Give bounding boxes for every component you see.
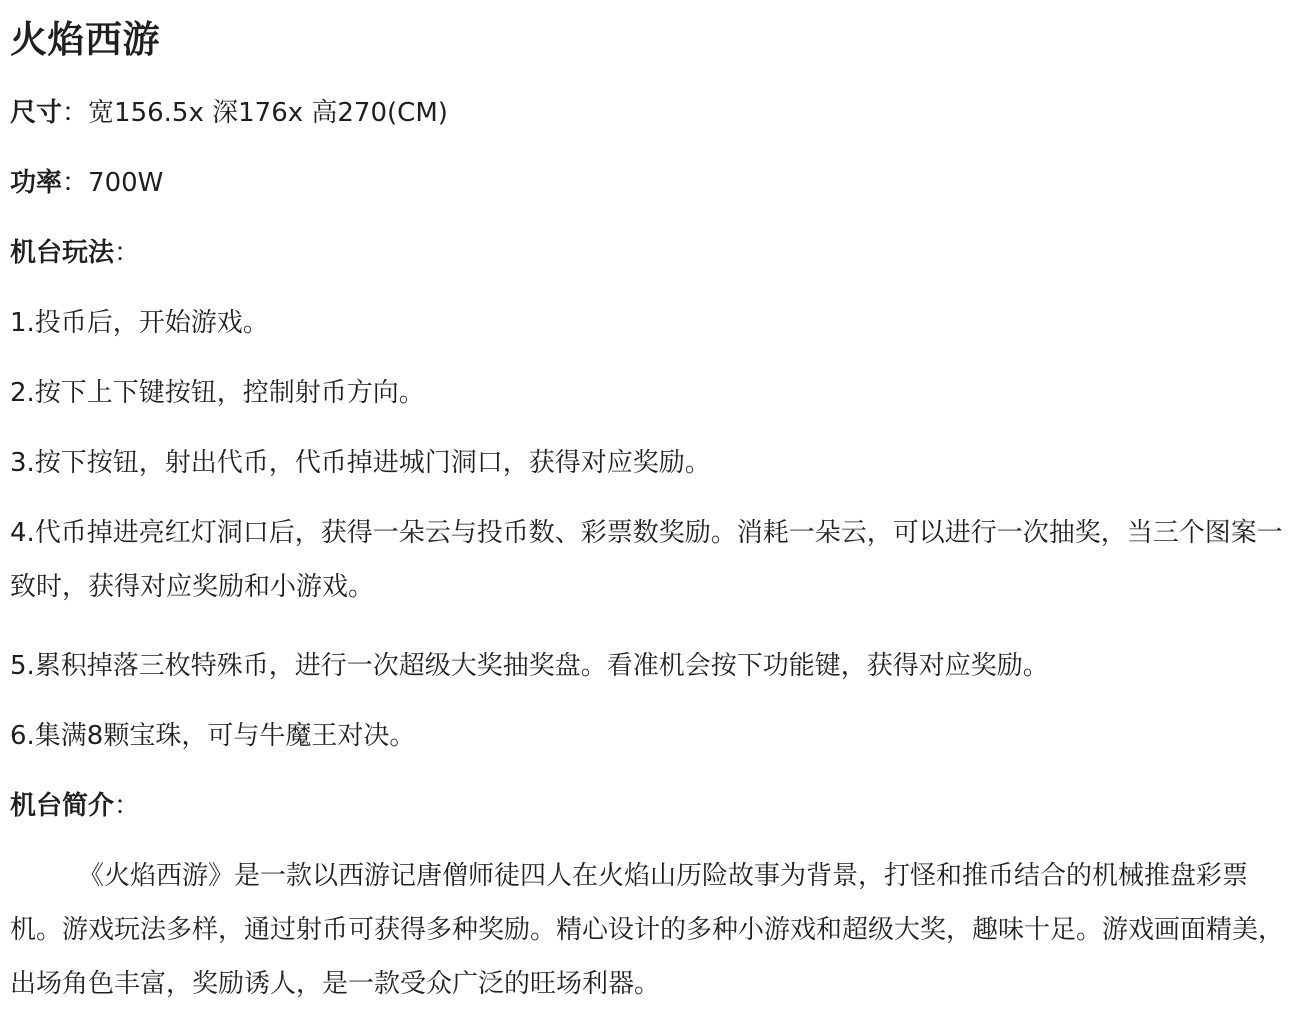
intro-label: 机台简介 [10,791,115,821]
size-value: 宽156.5x 深176x 高270(CM) [88,98,448,128]
gameplay-step-6: 6.集满8颗宝珠，可与牛魔王对决。 [10,721,416,751]
size-label: 尺寸 [10,98,63,128]
page-title: 火焰西游 [10,18,160,61]
power-label: 功率 [10,168,63,198]
size-spec [10,95,1298,131]
gameplay-separator: ： [114,238,141,268]
power-value: 700W [88,168,164,198]
gameplay-step-1: 1.投币后，开始游戏。 [10,308,269,338]
intro-text: 《火焰西游》是一款以西游记唐僧师徒四人在火焰山历险故事为背景，打怪和推币结合的机械推盘彩票机。游戏玩法多样，通过射币可获得多种奖励。精心设计的多种小游戏和超级大奖，趣味十足。游戏画面精美，出场角色丰富，奖励诱人，是一款受众广泛的旺场利器。 [10,861,1285,999]
gameplay-step-2: 2.按下上下键按钮，控制射币方向。 [10,378,425,408]
gameplay-step-3: 3.按下按钮，射出代币，代币掉进城门洞口，获得对应奖励。 [10,448,711,478]
gameplay-step-5: 5.累积掉落三枚特殊币，进行一次超级大奖抽奖盘。看准机会按下功能键，获得对应奖励。 [10,651,1049,681]
intro-heading [10,788,1298,824]
gameplay-step-4: 4.代币掉进亮红灯洞口后，获得一朵云与投币数、彩票数奖励。消耗一朵云，可以进行一次抽奖，当三个图案一致时，获得对应奖励和小游戏。 [10,518,1283,602]
gameplay-heading [10,235,1298,271]
gameplay-label: 机台玩法 [10,238,115,268]
size-separator: ： [62,98,89,128]
power-separator: ： [62,168,89,198]
power-spec [10,165,1298,201]
intro-separator: ： [114,791,141,821]
